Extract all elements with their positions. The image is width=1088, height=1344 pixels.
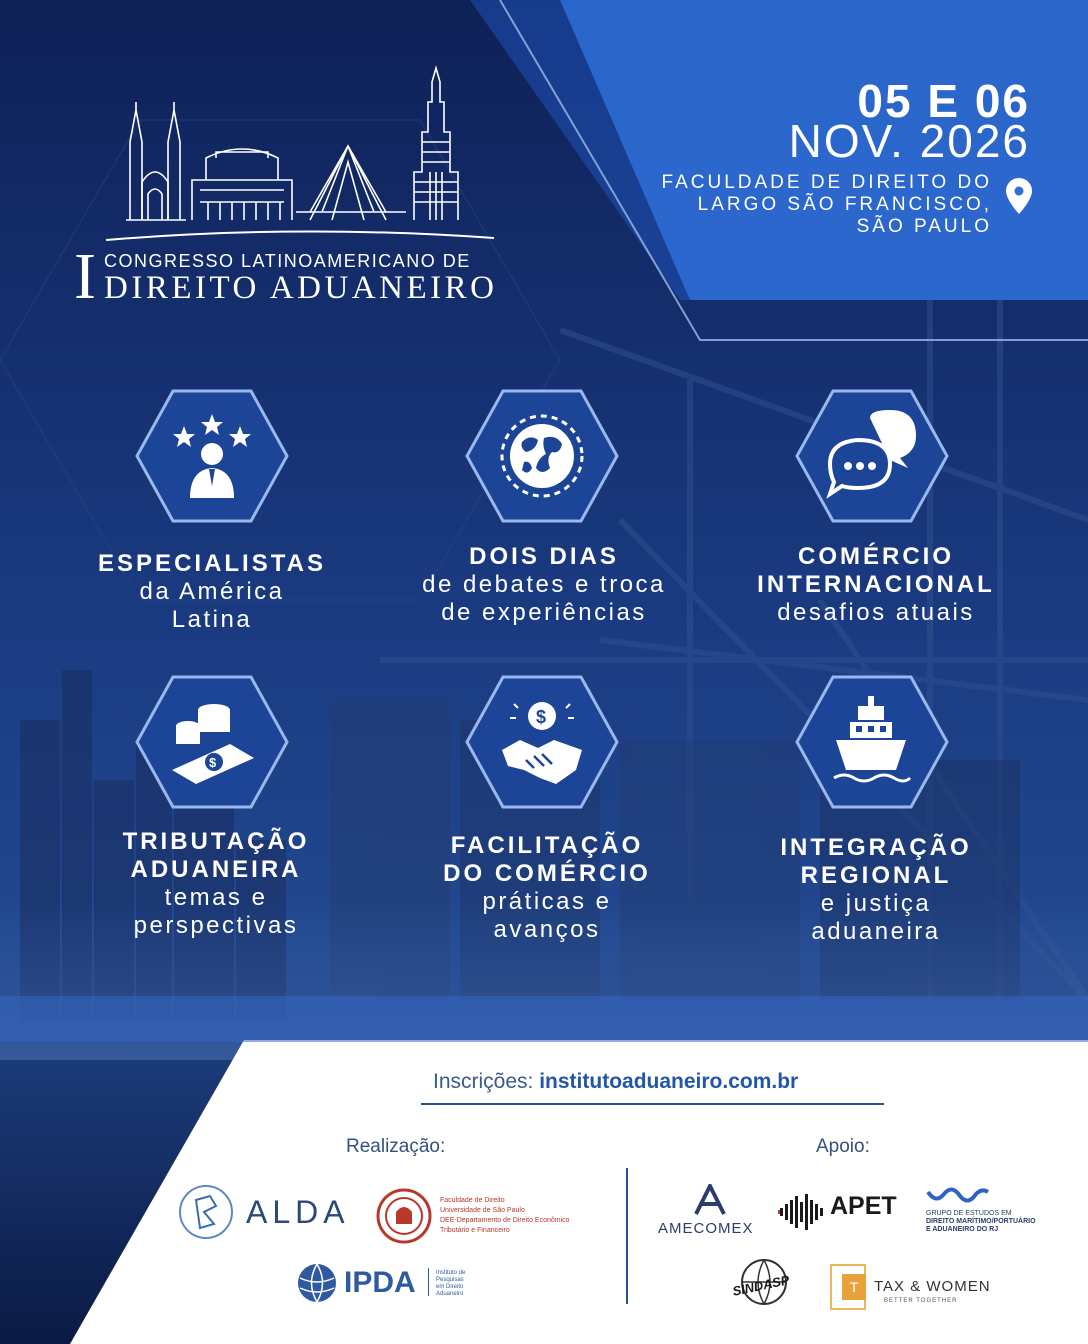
feature-subtitle: da América	[139, 578, 285, 605]
feature-subtitle: temas e	[164, 884, 268, 911]
venue-line: SÃO PAULO	[856, 216, 992, 237]
feature-subtitle: práticas e	[482, 888, 612, 915]
fd-usp-line: DEE-Departamento de Direito Econômico	[440, 1217, 570, 1224]
alda-logo: ALDA	[246, 1194, 350, 1230]
amecomex-logo: AMECOMEX	[658, 1220, 754, 1237]
grupo-text	[926, 1210, 1036, 1234]
feature-dois-dias	[394, 543, 694, 627]
feature-subtitle: de experiências	[441, 599, 647, 626]
fd-usp-seal-icon	[376, 1188, 432, 1244]
taxwomen-t-icon: T	[842, 1274, 866, 1300]
congress-name-line2: DIREITO ADUANEIRO	[104, 270, 498, 306]
landmarks-line-art-logo	[96, 62, 506, 252]
hexagon-frame	[464, 388, 620, 524]
fd-usp-line: Universidade de São Paulo	[440, 1207, 525, 1214]
feature-subtitle: de debates e troca	[422, 571, 666, 598]
hexagon-frame	[794, 674, 950, 810]
ipda-globe-icon	[296, 1262, 338, 1304]
registration-label: Inscrições:	[433, 1070, 534, 1093]
fd-usp-line: Tributário e Financeiro	[440, 1227, 510, 1234]
feature-comercio-internacional	[726, 543, 1026, 627]
ipda-line: em Direito	[436, 1284, 464, 1290]
feature-subtitle: Latina	[171, 606, 253, 633]
feature-title: REGIONAL	[800, 862, 952, 889]
feature-integracao-regional	[726, 834, 1026, 946]
hexagon-frame	[134, 674, 290, 810]
feature-facilitacao-comercio	[397, 832, 697, 944]
apet-soundwave-icon	[778, 1192, 834, 1232]
hexagon-frame	[134, 388, 290, 524]
feature-title: TRIBUTAÇÃO	[122, 828, 310, 855]
registration-underline	[421, 1103, 884, 1105]
fd-usp-text	[440, 1196, 570, 1236]
feature-subtitle: avanços	[493, 916, 601, 943]
registration-link[interactable]: institutoaduaneiro.com.br	[539, 1070, 799, 1093]
feature-title: ADUANEIRA	[130, 856, 302, 883]
feature-subtitle: e justiça	[820, 890, 932, 917]
feature-title: DOIS DIAS	[469, 543, 619, 570]
feature-subtitle: aduaneira	[811, 918, 941, 945]
panel-top-band	[0, 996, 1088, 1042]
taxwomen-tagline: BETTER TOGETHER	[884, 1298, 958, 1304]
feature-title: INTEGRAÇÃO	[780, 834, 972, 861]
grupo-line: GRUPO DE ESTUDOS EM	[926, 1210, 1012, 1217]
location-pin-icon	[1006, 178, 1032, 214]
feature-title: INTERNACIONAL	[757, 571, 995, 598]
alda-emblem-icon	[176, 1184, 236, 1240]
venue-line: FACULDADE DE DIREITO DO	[661, 172, 992, 193]
sponsors-divider	[626, 1168, 628, 1304]
fd-usp-line: Faculdade de Direito	[440, 1197, 505, 1204]
taxwomen-logo: TAX & WOMEN	[874, 1278, 991, 1295]
feature-title: FACILITAÇÃO	[450, 832, 644, 859]
ipda-line: Aduaneiro	[436, 1291, 464, 1297]
ipda-divider	[428, 1268, 429, 1296]
hexagon-frame	[794, 388, 950, 524]
apet-logo: APET	[830, 1192, 897, 1220]
grupo-line: DIREITO MARÍTIMO/PORTUÁRIO	[926, 1218, 1036, 1225]
grupo-line: E ADUANEIRO DO RJ	[926, 1226, 999, 1233]
venue-line: LARGO SÃO FRANCISCO,	[697, 194, 992, 215]
svg-text:$: $	[536, 707, 547, 727]
event-venue	[662, 172, 992, 238]
feature-subtitle: desafios atuais	[777, 599, 975, 626]
registration-text	[433, 1070, 798, 1094]
ipda-line: Instituto de	[436, 1270, 466, 1276]
edition-numeral: I	[74, 240, 96, 313]
ipda-logo: IPDA	[344, 1266, 416, 1299]
feature-especialistas	[62, 550, 362, 634]
hexagon-frame	[464, 674, 620, 810]
ipda-text	[436, 1270, 465, 1298]
event-date-month: NOV. 2026	[788, 115, 1030, 167]
grupo-wave-icon	[926, 1186, 990, 1206]
feature-title: COMÉRCIO	[798, 543, 954, 570]
feature-title: ESPECIALISTAS	[98, 550, 326, 577]
sindasp-logo: SINDASP	[731, 1272, 791, 1299]
event-date-days: 05 E 06	[857, 75, 1030, 127]
feature-title: DO COMÉRCIO	[443, 860, 651, 887]
feature-subtitle: perspectivas	[133, 912, 299, 939]
apoio-label: Apoio:	[816, 1136, 870, 1157]
svg-text:$: $	[209, 755, 217, 770]
congress-name-line1: CONGRESSO LATINOAMERICANO DE	[104, 251, 471, 271]
realizacao-label: Realização:	[346, 1136, 446, 1157]
feature-tributacao-aduaneira	[66, 828, 366, 940]
amecomex-a-icon	[692, 1184, 728, 1216]
ipda-line: Pesquisas	[436, 1277, 464, 1283]
